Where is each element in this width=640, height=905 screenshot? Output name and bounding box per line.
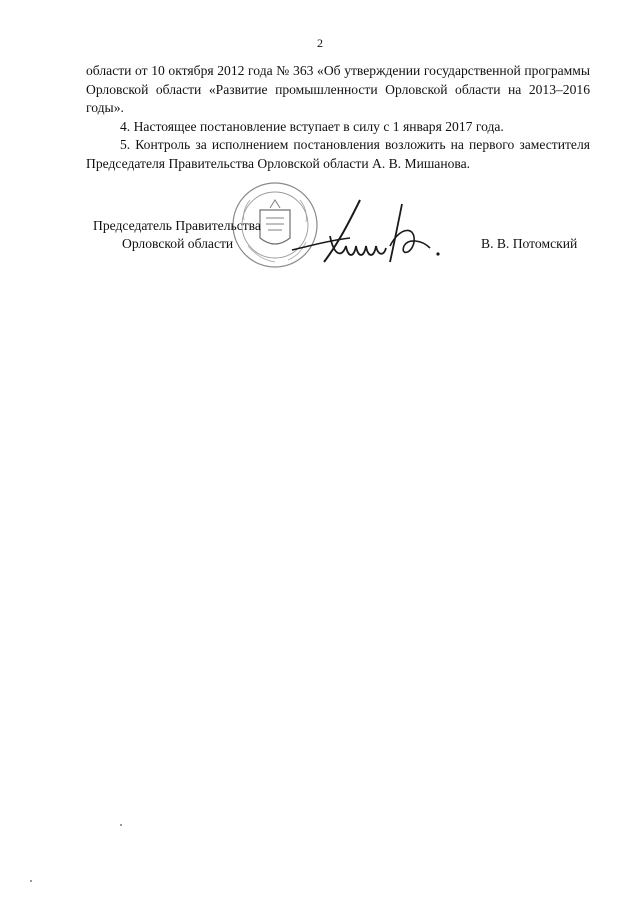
signature-block [0,180,640,280]
signatory-title-line-2: Орловской области [122,236,234,251]
paragraph-5: 5. Контроль за исполнением постановления возложить на первого заместителя Председателя Правительства Орловской области А. В. Мишанова. [86,137,590,171]
scan-speck [120,824,122,826]
paragraph-4: 4. Настоящее постановление вступает в силу с 1 января 2017 года. [120,118,504,134]
page-number: 2 [317,36,323,50]
document-body [86,62,590,174]
signatory-name: В. В. Потомский [481,236,578,251]
paragraph-continuation: области от 10 октября 2012 года № 363 «Об утверждении государственной программы Орловской области «Развитие промышленности Орловской области на 2013–2016 годы». [86,63,590,116]
handwritten-signature-icon [290,196,450,266]
scan-speck [30,880,32,882]
signatory-title-line-1: Председатель Правительства [93,218,261,233]
